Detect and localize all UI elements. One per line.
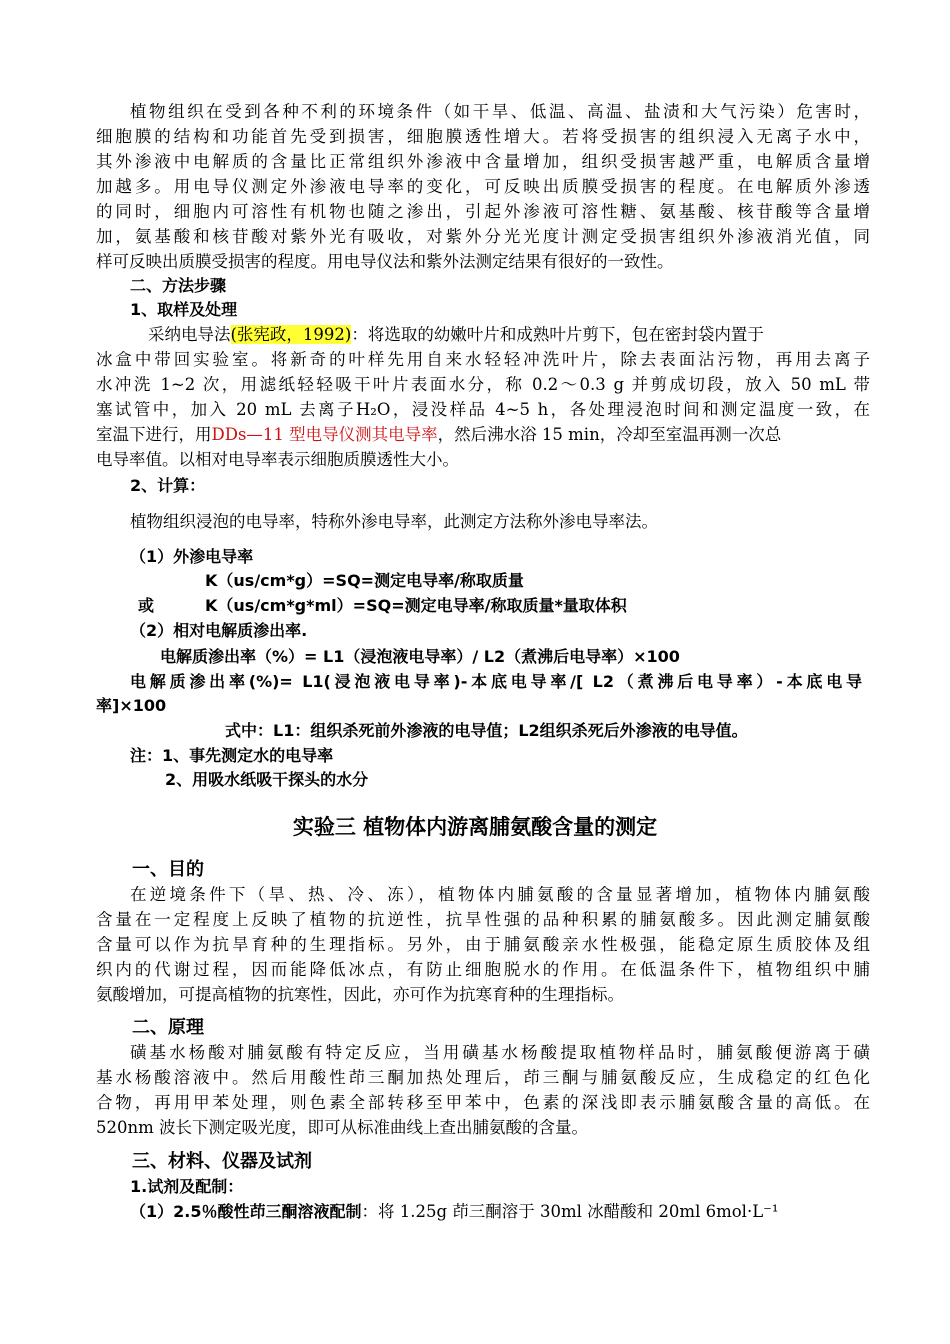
calc-heading: 2、计算： [130, 476, 206, 495]
sampling-line-2: 冰盒中带回实验室。将新奇的叶样先用自来水轻轻冲洗叶片，除去表面沾污物，再用去离子 [96, 350, 870, 369]
formula2-a: 电解质渗出率（%）= L1（浸泡液电导率）/ L2（煮沸后电导率）×100 [160, 647, 680, 666]
reagent-1-line [130, 1200, 870, 1224]
intro-line-1: 植物组织在受到各种不利的环境条件（如干旱、低温、高温、盐渍和大气污染）危害时， [130, 102, 870, 121]
principle-heading: 二、原理 [132, 1017, 204, 1038]
purpose-line-3: 含量可以作为抗旱育种的生理指标。另外，由于脯氨酸亲水性极强，能稳定原生质胶体及组 [96, 935, 870, 954]
sampling-line-1-pre: 采纳电导法 [148, 325, 231, 344]
sampling-line-3: 水冲洗 1~2 次，用滤纸轻轻吸干叶片表面水分，称 0.2～0.3 g 并剪成切段，放入 50 mL 带 [96, 375, 870, 394]
reagent-1-text: ：将 1.25g 茚三酮溶于 30ml 冰醋酸和 20ml 6mol·L⁻¹ [361, 1202, 779, 1221]
instrument-red-text: DDs—11 型电导仪测其电导率 [211, 425, 438, 444]
sampling-heading: 1、取样及处理 [130, 300, 238, 319]
purpose-line-4: 织内的代谢过程，因而能降低冰点，有防止细胞脱水的作用。在低温条件下，植物组织中脯 [96, 960, 870, 979]
purpose-line-1: 在逆境条件下（旱、热、冷、冻），植物体内脯氨酸的含量显著增加，植物体内脯氨酸 [130, 885, 870, 904]
calc-intro: 植物组织浸泡的电导率，特称外渗电导率，此测定方法称外渗电导率法。 [130, 512, 658, 531]
sampling-line-5 [96, 423, 870, 447]
formula1-or: 或 [138, 596, 155, 615]
formula1-heading: （1）外渗电导率 [130, 547, 254, 566]
formula2-b-line2: 率]×100 [96, 696, 167, 715]
citation-highlight: (张宪政，1992) [230, 325, 352, 344]
note-1: 注：1、事先测定水的电导率 [130, 746, 334, 765]
purpose-line-2: 含量在一定程度上反映了植物的抗逆性，抗旱性强的品种积累的脯氨酸多。因此测定脯氨酸 [96, 910, 870, 929]
formula1-b: K（us/cm*g*ml）=SQ=测定电导率/称取质量*量取体积 [205, 596, 627, 615]
formula2-b-line1: 电解质渗出率(%)= L1(浸泡液电导率)-本底电导率/[ L2（煮沸后电导率）-本底电导 [130, 672, 862, 691]
formula1-a: K（us/cm*g）=SQ=测定电导率/称取质量 [205, 571, 524, 590]
intro-line-3: 其外渗液中电解质的含量比正常组织外渗液中含量增加，组织受损害越严重，电解质含量增 [96, 152, 870, 171]
sampling-line-4: 塞试管中，加入 20 mL 去离子H₂O，浸没样品 4~5 h，各处理浸泡时间和测定温度一致，在 [96, 400, 870, 419]
principle-line-3: 合物，再用甲苯处理，则色素全部转移至甲苯中，色素的深浅即表示脯氨酸含量的高低。在 [96, 1093, 870, 1112]
principle-line-2: 基水杨酸溶液中。然后用酸性茚三酮加热处理后，茚三酮与脯氨酸反应，生成稳定的红色化 [96, 1068, 870, 1087]
intro-line-6: 加，氨基酸和核苷酸对紫外光有吸收，对紫外分光光度计测定受损害组织外渗液消光值，同 [96, 227, 870, 246]
purpose-line-5: 氨酸增加，可提高植物的抗寒性，因此，亦可作为抗寒育种的生理指标。 [96, 985, 624, 1004]
sampling-line-6: 电导率值。以相对电导率表示细胞质膜透性大小。 [96, 450, 459, 469]
sampling-line-1-post: ：将选取的幼嫩叶片和成熟叶片剪下，包在密封袋内置于 [351, 325, 764, 344]
sampling-line-5-pre: 室温下进行，用 [96, 425, 212, 444]
sampling-line-1 [148, 323, 870, 347]
reagent-1-label: （1）2.5％酸性茚三酮溶液配制 [130, 1202, 362, 1221]
sampling-line-5-post: ，然后沸水浴 15 min，冷却至室温再测一次总 [437, 425, 782, 444]
note-2: 2、用吸水纸吸干探头的水分 [165, 770, 369, 789]
reagents-heading: 1.试剂及配制： [130, 1177, 244, 1196]
intro-line-2: 细胞膜的结构和功能首先受到损害，细胞膜透性增大。若将受损害的组织浸入无离子水中， [96, 127, 870, 146]
formula2-heading: （2）相对电解质渗出率. [130, 621, 308, 640]
intro-line-4: 加越多。用电导仪测定外渗液电导率的变化，可反映出质膜受损害的程度。在电解质外渗透 [96, 177, 870, 196]
experiment-3-title: 实验三 植物体内游离脯氨酸含量的测定 [292, 815, 658, 839]
principle-line-4: 520nm 波长下测定吸光度，即可从标准曲线上查出脯氨酸的含量。 [96, 1118, 589, 1137]
formula2-note: 式中：L1：组织杀死前外渗液的电导值；L2组织杀死后外渗液的电导值。 [225, 721, 748, 740]
methods-heading: 二、方法步骤 [130, 276, 227, 295]
materials-heading: 三、材料、仪器及试剂 [132, 1151, 312, 1172]
intro-line-5: 的同时，细胞内可溶性有机物也随之渗出，引起外渗液可溶性糖、氨基酸、核苷酸等含量增 [96, 202, 870, 221]
purpose-heading: 一、目的 [132, 859, 204, 880]
principle-line-1: 磺基水杨酸对脯氨酸有特定反应，当用磺基水杨酸提取植物样品时，脯氨酸便游离于磺 [130, 1043, 870, 1062]
intro-line-7: 样可反映出质膜受损害的程度。用电导仪法和紫外法测定结果有很好的一致性。 [96, 252, 674, 271]
